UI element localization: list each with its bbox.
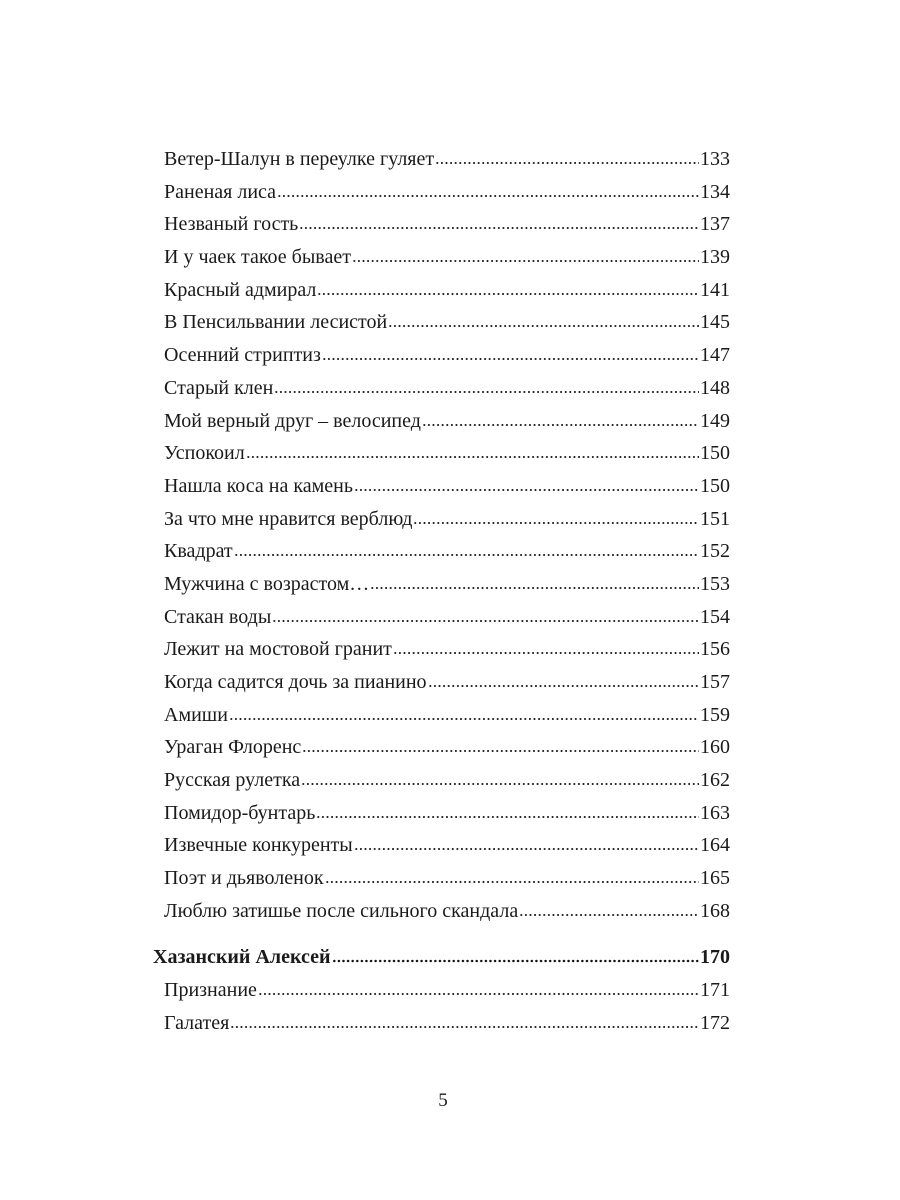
- entry-page-number: 141: [700, 278, 730, 301]
- toc-entry: [164, 736, 730, 769]
- entry-page-number: 154: [700, 605, 730, 628]
- entry-page-number: 164: [700, 834, 730, 857]
- entry-page-number: 152: [700, 540, 730, 563]
- dot-leader: [299, 226, 699, 230]
- entry-title: Стакан воды: [164, 605, 272, 628]
- toc-entry: [164, 834, 730, 867]
- dot-leader: [435, 161, 699, 165]
- entry-title: В Пенсильвании лесистой: [164, 311, 388, 334]
- entry-title: Квадрат: [164, 540, 233, 563]
- toc-entry: [164, 769, 730, 802]
- page-number: 5: [438, 1090, 448, 1111]
- dot-leader: [393, 651, 699, 655]
- dot-leader: [370, 586, 699, 590]
- author-heading-row: [153, 946, 730, 979]
- entry-page-number: 171: [700, 979, 730, 1001]
- entry-page-number: 165: [700, 867, 730, 890]
- entry-title: Ураган Флоренс: [164, 736, 302, 759]
- entry-page-number: 162: [700, 769, 730, 792]
- toc-entry: [164, 900, 730, 933]
- toc-entry: [164, 279, 730, 312]
- entry-page-number: 139: [700, 246, 730, 269]
- entry-page-number: 137: [700, 213, 730, 236]
- dot-leader: [302, 749, 699, 753]
- entry-title: Русская рулетка: [164, 769, 301, 792]
- entry-page-number: 159: [700, 703, 730, 726]
- entry-page-number: 153: [700, 572, 730, 595]
- dot-leader: [322, 357, 699, 361]
- dot-leader: [277, 194, 699, 198]
- entry-page-number: 157: [700, 671, 730, 693]
- entry-page-number: 149: [700, 409, 730, 432]
- toc-entry: [164, 671, 730, 704]
- dot-leader: [352, 259, 699, 263]
- dot-leader: [428, 684, 699, 688]
- table-of-contents: [164, 148, 730, 933]
- toc-entry: [164, 377, 730, 410]
- toc-entry: [164, 475, 730, 508]
- entry-title: Признание: [164, 979, 257, 1001]
- entry-title: Красный адмирал: [164, 278, 317, 301]
- entry-title: Извечные конкуренты: [164, 834, 353, 857]
- toc-entry: [164, 704, 730, 737]
- entry-page-number: 145: [700, 311, 730, 334]
- entry-title: Галатея: [164, 1011, 230, 1034]
- toc-entry: [164, 344, 730, 377]
- dot-leader: [388, 324, 699, 328]
- entry-title: Поэт и дьяволенок: [164, 867, 324, 890]
- entry-title: Лежит на мостовой гранит: [164, 638, 392, 661]
- dot-leader: [272, 619, 699, 623]
- dot-leader: [519, 913, 699, 917]
- entry-page-number: 163: [700, 801, 730, 824]
- toc-entry: [164, 540, 730, 573]
- entry-title: Когда садится дочь за пианино: [164, 671, 427, 693]
- entry-page-number: 160: [700, 736, 730, 759]
- entry-title: Нашла коса на камень: [164, 474, 354, 497]
- author-page-number: 170: [700, 946, 730, 968]
- dot-leader: [274, 390, 699, 394]
- toc-entry: [164, 1012, 730, 1045]
- dot-leader: [317, 292, 699, 296]
- dot-leader: [422, 423, 699, 427]
- dot-leader: [229, 717, 699, 721]
- dot-leader: [332, 959, 699, 963]
- toc-entry: [164, 508, 730, 541]
- toc-entry: [164, 410, 730, 443]
- toc-entry: [164, 979, 730, 1012]
- entry-title: И у чаек такое бывает: [164, 246, 351, 269]
- entry-page-number: 172: [700, 1011, 730, 1034]
- toc-entry: [164, 246, 730, 279]
- toc-entry: [164, 148, 730, 181]
- dot-leader: [234, 553, 699, 557]
- author-entries: [164, 979, 730, 1044]
- entry-page-number: 168: [700, 899, 730, 922]
- entry-title: За что мне нравится верблюд: [164, 507, 413, 530]
- toc-entry: [164, 213, 730, 246]
- entry-page-number: 156: [700, 638, 730, 661]
- entry-title: Помидор-бунтарь: [164, 801, 316, 824]
- toc-entry: [164, 442, 730, 475]
- toc-entry: [164, 802, 730, 835]
- toc-entry: [164, 606, 730, 639]
- toc-entry: [164, 573, 730, 606]
- entry-title: Незваный гость: [164, 213, 299, 236]
- dot-leader: [316, 815, 699, 819]
- toc-entry: [164, 181, 730, 214]
- dot-leader: [354, 847, 699, 851]
- entry-title: Осенний стриптиз: [164, 344, 321, 367]
- entry-page-number: 148: [700, 376, 730, 399]
- dot-leader: [354, 488, 699, 492]
- entry-page-number: 133: [700, 148, 730, 170]
- entry-title: Раненая лиса: [164, 180, 277, 203]
- entry-title: Люблю затишье после сильного скандала: [164, 899, 519, 922]
- entry-title: Старый клен: [164, 376, 274, 399]
- entry-page-number: 150: [700, 442, 730, 465]
- entry-page-number: 150: [700, 474, 730, 497]
- toc-entry: [164, 311, 730, 344]
- entry-page-number: 147: [700, 344, 730, 367]
- dot-leader: [325, 880, 699, 884]
- entry-page-number: 134: [700, 180, 730, 203]
- dot-leader: [258, 992, 699, 996]
- entry-page-number: 151: [700, 507, 730, 530]
- entry-title: Амиши: [164, 703, 228, 726]
- author-name: Хазанский Алексей: [153, 946, 331, 968]
- toc-entry: [164, 867, 730, 900]
- toc-entry: [164, 638, 730, 671]
- dot-leader: [413, 521, 699, 525]
- entry-title: Успокоил: [164, 442, 245, 465]
- dot-leader: [246, 455, 699, 459]
- dot-leader: [230, 1025, 699, 1029]
- entry-title: Мужчина с возрастом…: [164, 572, 370, 595]
- author-section: [153, 946, 730, 979]
- entry-title: Мой верный друг – велосипед: [164, 409, 421, 432]
- entry-title: Ветер-Шалун в переулке гуляет: [164, 148, 435, 170]
- dot-leader: [301, 782, 699, 786]
